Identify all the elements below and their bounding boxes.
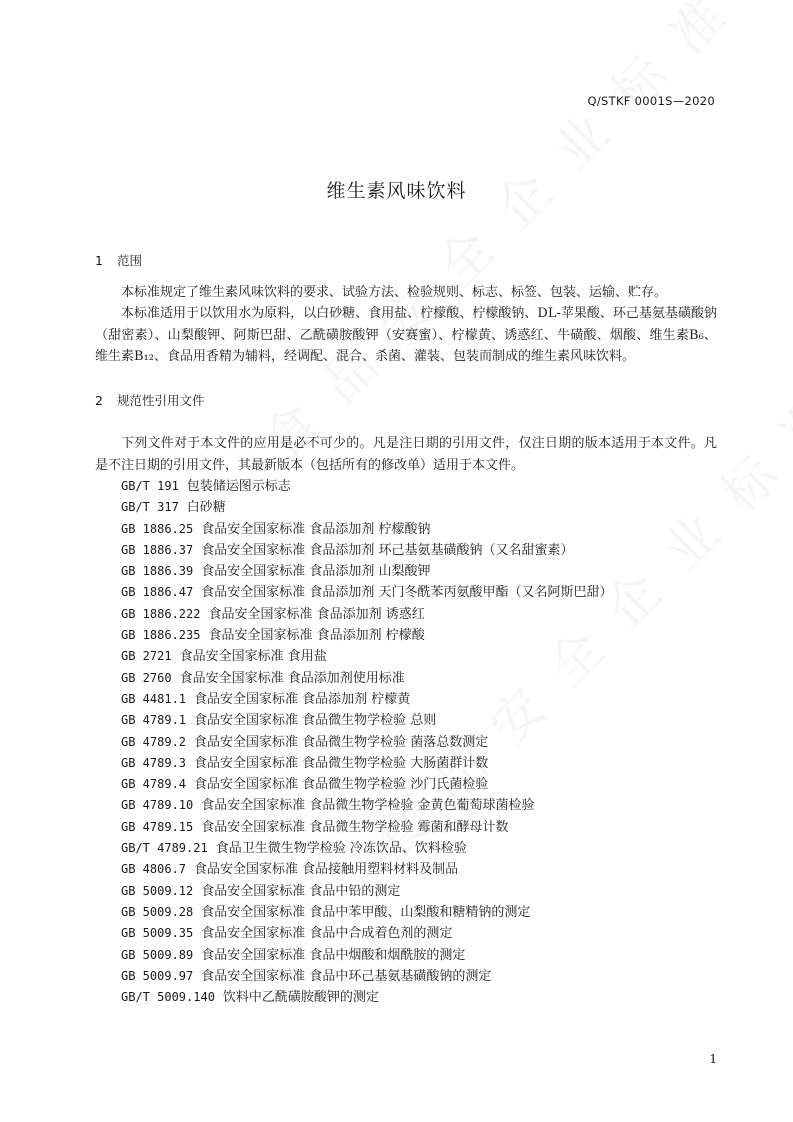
section-number: 2 bbox=[95, 392, 103, 408]
reference-name: 食品卫生微生物学检验 冷冻饮品、饮料检验 bbox=[215, 841, 467, 857]
reference-code: GB 5009.12 bbox=[121, 883, 194, 898]
document-body bbox=[95, 250, 717, 1008]
reference-item bbox=[121, 582, 717, 603]
reference-item bbox=[121, 476, 717, 497]
reference-item bbox=[121, 945, 717, 966]
reference-code: GB 4789.3 bbox=[121, 755, 187, 770]
document-title: 维生素风味饮料 bbox=[326, 180, 467, 202]
reference-name: 食品安全国家标准 食品添加剂 柠檬酸钠 bbox=[201, 521, 431, 537]
reference-code: GB 1886.47 bbox=[121, 585, 194, 600]
reference-item bbox=[121, 668, 717, 689]
section-title: 范围 bbox=[117, 253, 143, 268]
reference-item bbox=[121, 859, 717, 880]
reference-item bbox=[121, 795, 717, 816]
reference-item bbox=[121, 753, 717, 774]
reference-list bbox=[95, 476, 717, 1008]
reference-code: GB 4789.10 bbox=[121, 798, 194, 813]
reference-name: 食品安全国家标准 食品微生物学检验 霉菌和酵母计数 bbox=[201, 819, 509, 835]
reference-code: GB 1886.39 bbox=[121, 564, 194, 579]
reference-name: 食品安全国家标准 食品添加剂 山梨酸钾 bbox=[201, 564, 431, 580]
reference-item bbox=[121, 923, 717, 944]
reference-name: 食品安全国家标准 食品添加剂 诱惑红 bbox=[208, 606, 425, 622]
paragraph: 本标准适用于以饮用水为原料，以白砂糖、食用盐、柠檬酸、柠檬酸钠、DL-苹果酸、环己基氨基磺酸钠（甜密素）、山梨酸钾、阿斯巴甜、乙酰磺胺酸钾（安赛蜜）、柠檬黄、诱惑红、牛磺酸、烟酸、维生素B₆、维生素B₁₂、食品用香精为辅料，经调配、混合、杀菌、灌装、包装而制成的维生素风味饮料。 bbox=[95, 306, 717, 364]
reference-item bbox=[121, 710, 717, 731]
reference-name: 食品安全国家标准 食品微生物学检验 沙门氏菌检验 bbox=[194, 777, 489, 793]
reference-name: 食品安全国家标准 食品添加剂 柠檬酸 bbox=[208, 628, 425, 644]
reference-item bbox=[121, 774, 717, 795]
reference-name: 饮料中乙酰磺胺酸钾的测定 bbox=[222, 990, 379, 1006]
reference-name: 包装储运图示标志 bbox=[186, 479, 291, 494]
reference-name: 食品安全国家标准 食品微生物学检验 菌落总数测定 bbox=[194, 734, 489, 750]
section-number: 1 bbox=[95, 253, 103, 268]
section-title: 规范性引用文件 bbox=[117, 392, 205, 408]
reference-item bbox=[121, 561, 717, 582]
reference-name: 食品安全国家标准 食品添加剂 柠檬黄 bbox=[194, 691, 411, 707]
reference-item bbox=[121, 838, 717, 859]
reference-item bbox=[121, 625, 717, 646]
document-code: Q/STKF 0001S—2020 bbox=[587, 94, 715, 108]
reference-code: GB 5009.97 bbox=[121, 968, 194, 983]
paragraph: 下列文件对于本文件的应用是必不可少的。凡是注日期的引用文件，仅注日期的版本适用于本文件。凡是不注日期的引用文件，其最新版本（包括所有的修改单）适用于本文件。 bbox=[95, 436, 717, 473]
reference-code: GB/T 317 bbox=[121, 500, 179, 515]
reference-name: 食品安全国家标准 食品添加剂使用标准 bbox=[179, 670, 405, 686]
reference-code: GB 5009.35 bbox=[121, 926, 194, 941]
reference-item bbox=[121, 732, 717, 753]
reference-name: 食品安全国家标准 食品微生物学检验 金黄色葡萄球菌检验 bbox=[201, 798, 535, 814]
reference-item bbox=[121, 902, 717, 923]
reference-code: GB/T 191 bbox=[121, 479, 179, 493]
reference-code: GB 1886.25 bbox=[121, 521, 194, 536]
reference-code: GB/T 5009.140 bbox=[121, 990, 215, 1005]
reference-code: GB 4789.2 bbox=[121, 734, 187, 749]
section-heading-references bbox=[95, 390, 717, 412]
reference-name: 食品安全国家标准 食品中苯甲酸、山梨酸和糖精钠的测定 bbox=[201, 904, 531, 920]
reference-name: 食品安全国家标准 食品中烟酸和烟酰胺的测定 bbox=[201, 947, 466, 963]
page-number: 1 bbox=[709, 1052, 717, 1066]
paragraph: 本标准规定了维生素风味饮料的要求、试验方法、检验规则、标志、标签、包装、运输、贮存。 bbox=[121, 284, 668, 300]
reference-name: 食品安全国家标准 食用盐 bbox=[179, 649, 327, 665]
reference-code: GB 4789.1 bbox=[121, 713, 187, 728]
reference-code: GB/T 4789.21 bbox=[121, 841, 208, 856]
reference-name: 食品安全国家标准 食品中铅的测定 bbox=[201, 883, 401, 899]
reference-name: 白砂糖 bbox=[186, 500, 226, 516]
reference-name: 食品安全国家标准 食品中合成着色剂的测定 bbox=[201, 926, 453, 942]
reference-item bbox=[121, 966, 717, 987]
reference-name: 食品安全国家标准 食品微生物学检验 大肠菌群计数 bbox=[194, 755, 489, 771]
reference-name: 食品安全国家标准 食品接触用塑料材料及制品 bbox=[194, 862, 459, 878]
reference-item bbox=[121, 604, 717, 625]
reference-item bbox=[121, 519, 717, 540]
reference-item bbox=[121, 646, 717, 667]
reference-name: 食品安全国家标准 食品添加剂 环己基氨基磺酸钠（又名甜蜜素） bbox=[201, 542, 574, 558]
reference-name: 食品安全国家标准 食品微生物学检验 总则 bbox=[194, 713, 437, 729]
reference-code: GB 5009.89 bbox=[121, 947, 194, 962]
reference-code: GB 5009.28 bbox=[121, 904, 194, 919]
reference-code: GB 4789.4 bbox=[121, 777, 187, 792]
reference-name: 食品安全国家标准 食品中环己基氨基磺酸钠的测定 bbox=[201, 968, 492, 984]
reference-code: GB 2760 bbox=[121, 670, 172, 685]
reference-item bbox=[121, 881, 717, 902]
reference-item bbox=[121, 817, 717, 838]
reference-name: 食品安全国家标准 食品添加剂 天门冬酰苯丙氨酸甲酯（又名阿斯巴甜） bbox=[201, 585, 613, 601]
reference-code: GB 4481.1 bbox=[121, 691, 187, 706]
reference-code: GB 1886.222 bbox=[121, 606, 201, 621]
section-heading-scope bbox=[95, 250, 717, 272]
reference-item bbox=[121, 540, 717, 561]
reference-item bbox=[121, 689, 717, 710]
reference-code: GB 4806.7 bbox=[121, 862, 187, 877]
reference-code: GB 2721 bbox=[121, 649, 172, 664]
reference-code: GB 1886.235 bbox=[121, 628, 201, 643]
reference-code: GB 1886.37 bbox=[121, 542, 194, 557]
reference-item bbox=[121, 987, 717, 1008]
reference-code: GB 4789.15 bbox=[121, 819, 194, 834]
reference-item bbox=[121, 497, 717, 518]
